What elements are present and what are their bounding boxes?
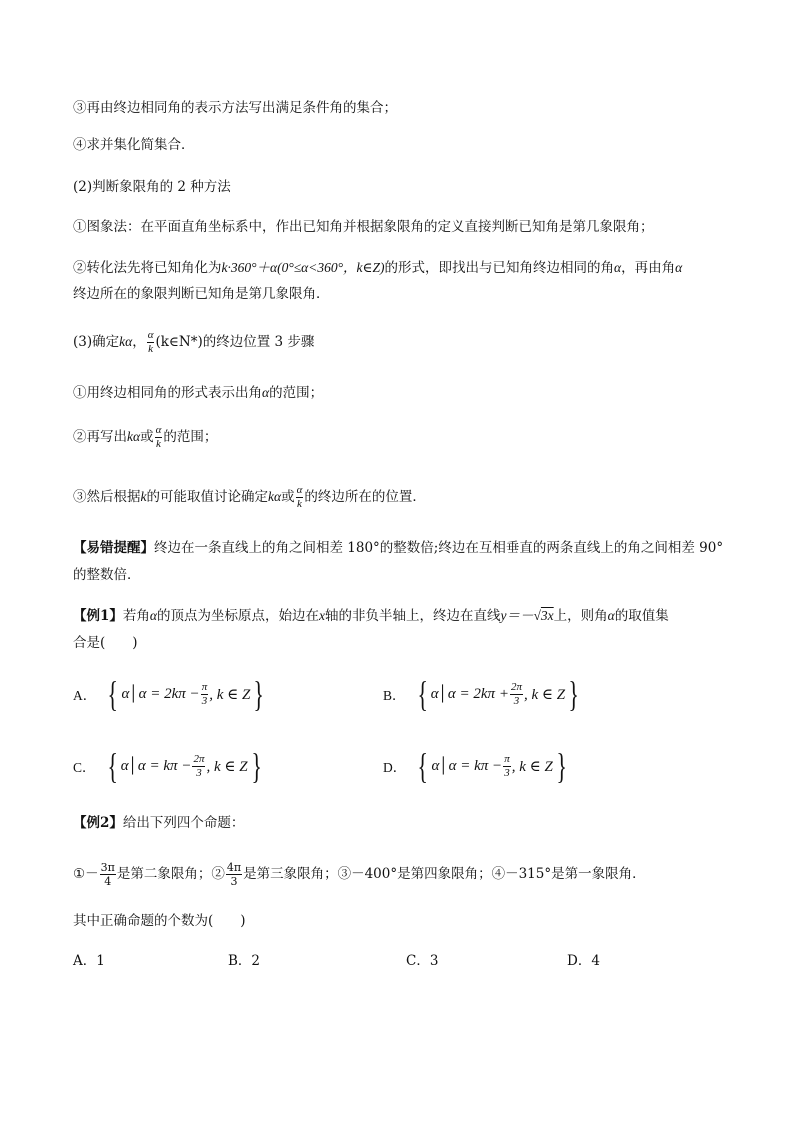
section-heading: (2)判断象限角的 2 种方法 — [73, 179, 231, 195]
set-expression — [414, 748, 570, 784]
text-segment: 是第二象限角；② — [116, 866, 225, 882]
fraction — [147, 330, 155, 355]
sqrt-expression: √3x — [533, 608, 554, 623]
math-symbol: kα — [127, 429, 141, 444]
fraction — [296, 485, 304, 510]
sqrt-radicand: 3x — [540, 608, 554, 623]
math-symbol: x — [319, 608, 325, 623]
set-expression — [414, 676, 583, 712]
section-heading — [73, 330, 314, 355]
fraction-denominator: k — [156, 438, 161, 450]
set-expression — [104, 676, 267, 712]
text-segment: 的形式，即找出与已知角终边相同的角 — [384, 260, 614, 276]
fraction — [510, 682, 523, 707]
fraction-denominator: 3 — [201, 694, 208, 707]
set-tail: , k ∈ Z — [511, 758, 553, 775]
fraction — [226, 862, 242, 887]
fraction-denominator: 4 — [104, 875, 112, 888]
text-segment: ， — [132, 334, 146, 350]
text-segment: 或 — [281, 489, 295, 505]
option-b[interactable]: B．2 — [228, 953, 261, 969]
option-d[interactable]: D．4 — [567, 953, 600, 969]
text-line: 终边所在的象限判断已知角是第几象限角． — [73, 286, 330, 302]
set-tail: , k ∈ Z — [206, 758, 248, 775]
set-body: α│α = kπ − — [431, 757, 503, 774]
fraction-denominator: k — [297, 498, 302, 510]
text-line — [73, 485, 426, 510]
set-body: α│α = 2kπ + — [430, 685, 509, 702]
fraction — [155, 425, 163, 450]
example-2-intro — [73, 814, 244, 832]
text-line: 的整数倍． — [73, 567, 141, 583]
text-line: 合是( ) — [73, 635, 138, 651]
set-body: α│α = 2kπ − — [121, 685, 200, 702]
text-segment: ，再由角 — [621, 260, 676, 276]
text-segment: ①－ — [73, 866, 99, 882]
option-a[interactable]: A．1 — [73, 953, 105, 969]
set-body: α│α = kπ − — [120, 757, 192, 774]
left-brace: { — [416, 674, 428, 714]
text-segment: 的范围； — [163, 429, 218, 445]
text-segment: (3)确定 — [73, 334, 120, 350]
left-brace: { — [417, 746, 429, 786]
example-2-question: 其中正确命题的个数为( ) — [73, 913, 246, 929]
text-segment: 给出下列四个命题： — [122, 815, 245, 831]
fraction-numerator: 2π — [510, 680, 522, 693]
text-segment: ①用终边相同角的形式表示出角 — [73, 385, 262, 401]
fraction-numerator: 3π — [100, 861, 115, 874]
math-expression: k·360°＋α(0°≤α<360°，k∈Z) — [221, 260, 385, 275]
example-label: 【例2】 — [73, 815, 123, 831]
text-segment: 的顶点为坐标原点，始边在 — [157, 608, 319, 624]
fraction — [192, 754, 205, 779]
text-segment: 或 — [140, 429, 154, 445]
fraction-denominator: 3 — [513, 694, 520, 707]
right-brace: } — [568, 674, 579, 714]
math-symbol: k — [140, 489, 147, 504]
text-segment: 若角 — [122, 608, 150, 624]
set-tail: , k ∈ Z — [209, 686, 251, 703]
fraction-numerator: α — [147, 329, 154, 341]
option-label: C． — [73, 760, 96, 775]
text-segment: ②转化法先将已知角化为 — [73, 260, 222, 276]
text-segment: ②再写出 — [73, 429, 127, 445]
set-tail: , k ∈ Z — [523, 686, 566, 703]
fraction — [503, 754, 511, 779]
example-1-question — [73, 607, 669, 625]
text-line — [73, 425, 217, 450]
text-segment: 的可能取值讨论确定 — [146, 489, 268, 505]
option-label: A． — [73, 688, 97, 703]
fraction-denominator: 3 — [230, 875, 238, 888]
example-label: 【例1】 — [73, 608, 123, 624]
text-segment: 轴的非负半轴上，终边在直线 — [325, 608, 501, 624]
fraction — [100, 862, 116, 887]
math-symbol: α — [149, 608, 157, 623]
option-c[interactable]: C．3 — [406, 953, 439, 969]
text-line: ③再由终边相同角的表示方法写出满足条件角的集合； — [73, 100, 397, 116]
text-segment: 的终边所在的位置． — [304, 489, 426, 505]
fraction-numerator: α — [296, 484, 303, 496]
option-c[interactable] — [73, 748, 265, 784]
fraction-denominator: 3 — [196, 766, 202, 779]
left-brace: { — [106, 746, 118, 786]
option-b[interactable] — [383, 676, 582, 712]
math-symbol: kα — [268, 489, 282, 504]
text-segment: (k∈N*)的终边位置 3 步骤 — [155, 334, 315, 350]
option-d[interactable] — [383, 748, 570, 784]
fraction-numerator: α — [155, 424, 162, 436]
fraction — [201, 682, 209, 707]
text-segment: 终边在一条直线上的角之间相差 180°的整数倍;终边在互相垂直的两条直线上的角之间相差 90° — [154, 540, 724, 556]
warning-note — [73, 539, 723, 557]
text-segment: ③然后根据 — [73, 489, 141, 505]
right-brace: } — [253, 674, 265, 714]
option-a[interactable] — [73, 676, 268, 712]
right-brace: } — [556, 746, 567, 786]
text-segment: 的范围； — [269, 385, 324, 401]
fraction-denominator: k — [148, 343, 154, 355]
text-segment: 上，则角 — [553, 608, 608, 624]
math-symbol: α — [262, 385, 270, 400]
text-line — [73, 384, 323, 402]
option-label: B． — [383, 688, 406, 703]
math-symbol: α — [607, 608, 615, 623]
text-segment: 的取值集 — [614, 608, 669, 624]
fraction-numerator: π — [504, 752, 510, 765]
example-2-propositions — [73, 862, 646, 887]
fraction-numerator: 2π — [193, 752, 205, 765]
text-line: ①图象法：在平面直角坐标系中，作出已知角并根据象限角的定义直接判断已知角是第几象限角； — [73, 219, 654, 235]
text-line — [73, 259, 682, 277]
warning-label: 【易错提醒】 — [73, 540, 154, 556]
text-line: ④求并集化简集合． — [73, 137, 195, 153]
left-brace: { — [107, 674, 119, 714]
fraction-numerator: 4π — [226, 861, 242, 874]
math-expression: y＝－ — [500, 608, 534, 623]
fraction-denominator: 3 — [504, 766, 510, 779]
text-segment: 是第三象限角；③－400°是第四象限角；④－315°是第一象限角． — [243, 866, 646, 882]
option-label: D． — [383, 760, 407, 775]
right-brace: } — [251, 746, 262, 786]
fraction-numerator: π — [201, 680, 208, 693]
math-symbol: α — [675, 260, 683, 275]
math-symbol: α — [614, 260, 622, 275]
math-symbol: kα — [119, 334, 133, 349]
set-expression — [104, 748, 265, 784]
